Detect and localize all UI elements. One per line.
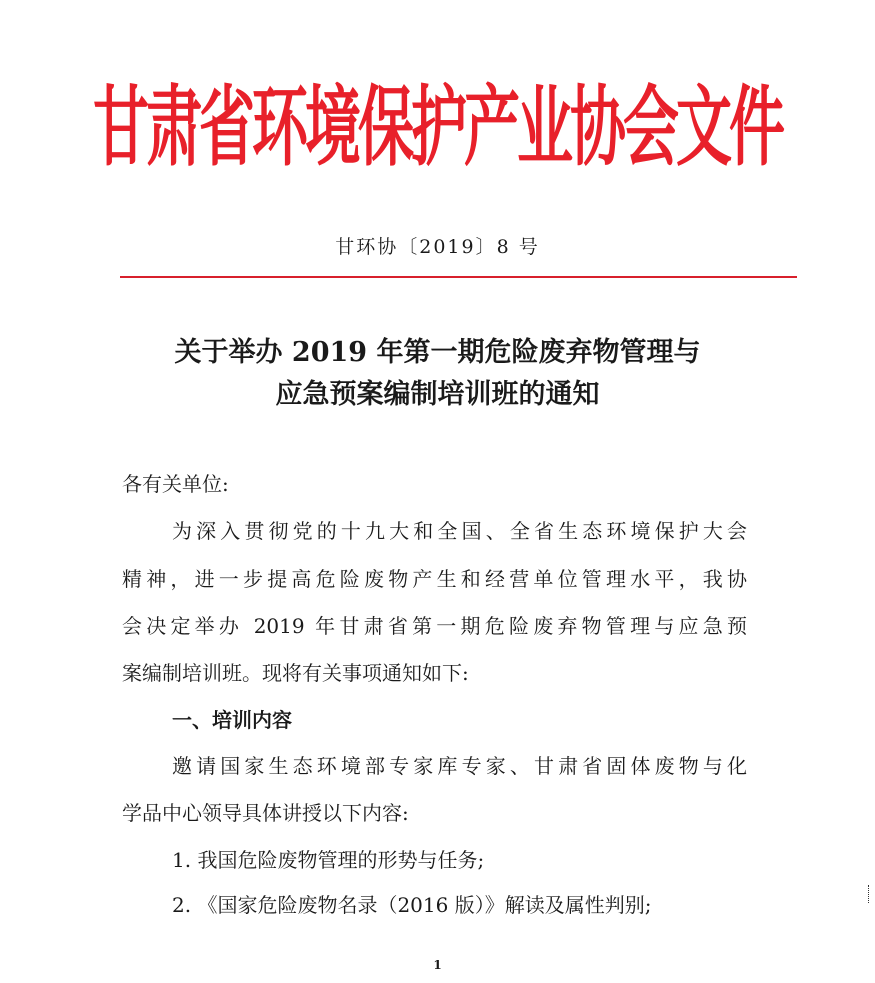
section-heading-training-content: 一、培训内容 <box>172 708 292 732</box>
document-number: 甘环协〔2019〕8 号 <box>335 236 540 258</box>
paragraph-1-line: 精神，进一步提高危险废物产生和经营单位管理水平，我协 <box>122 567 747 591</box>
paragraph-1-line: 会决定举办 2019 年甘肃省第一期危险废弃物管理与应急预 <box>122 614 747 638</box>
page-number: 1 <box>433 958 442 972</box>
salutation: 各有关单位: <box>122 472 229 496</box>
page-edge-mark <box>868 885 872 903</box>
paragraph-1-line: 为深入贯彻党的十九大和全国、全省生态环境保护大会 <box>172 519 747 543</box>
document-masthead: 甘肃省环境保护产业协会文件 <box>93 78 782 179</box>
paragraph-2-line: 学品中心领导具体讲授以下内容: <box>122 801 409 825</box>
notice-title-line-1: 关于举办 2019 年第一期危险废弃物管理与 <box>174 337 701 368</box>
notice-title-line-2: 应急预案编制培训班的通知 <box>275 379 600 410</box>
list-item: 2. 《国家危险废物名录（2016 版）》解读及属性判别; <box>172 893 652 917</box>
red-divider-line <box>120 276 797 278</box>
paragraph-1-line: 案编制培训班。现将有关事项通知如下: <box>122 661 469 685</box>
paragraph-2-line: 邀请国家生态环境部专家库专家、甘肃省固体废物与化 <box>172 754 747 778</box>
list-item: 1. 我国危险废物管理的形势与任务; <box>172 848 485 872</box>
